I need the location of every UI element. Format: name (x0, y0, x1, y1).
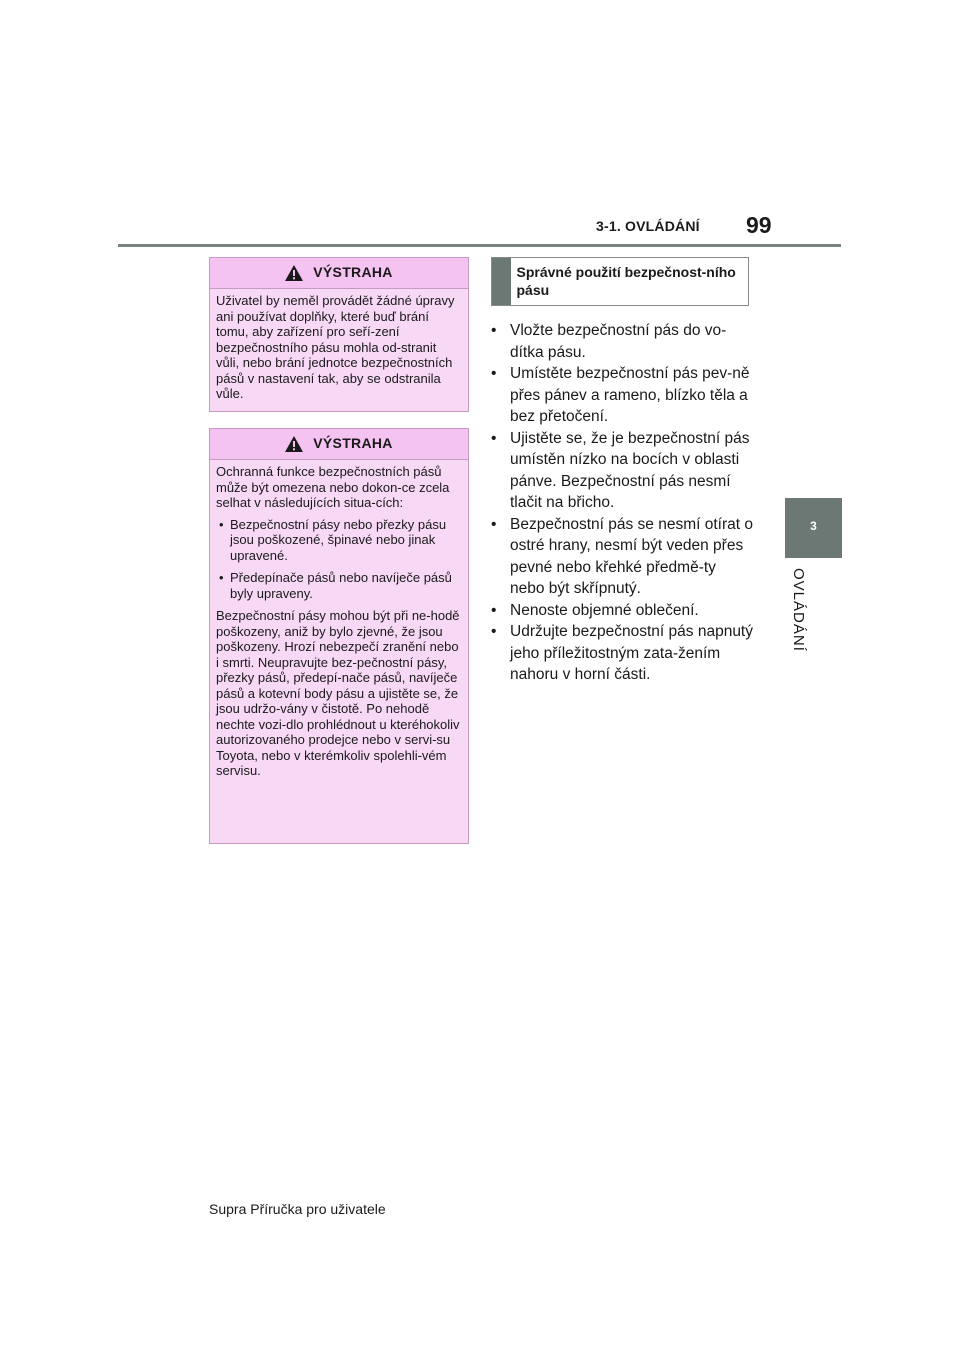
section-heading-box (491, 257, 749, 306)
list-item: • Umístěte bezpečnostní pás pev-ně přes pánev a rameno, blízko těla a bez přetočení. (491, 363, 753, 428)
warning-header (210, 429, 468, 460)
warning-box-2 (209, 428, 469, 844)
warning-title: VÝSTRAHA (313, 435, 393, 452)
warning-outro: Bezpečnostní pásy mohou být při ne-hodě poškozeny, aniž by bylo zjevné, že jsou poškozeny. Hrozí nebezpečí zranění nebo i smrti. Neupravujte bez-pečnostní pásy, přezky pásů, předepí-nače pásů, navíječe pásů a kotevní body pásu a ujistěte se, že jsou udržo-vány v čistotě. Po nehodě nechte vozi-dlo prohlédnout u kteréhokoliv autorizovaného prodejce nebo v servi-su Toyota, nebo v kterémkoliv spolehli-vém servisu. (216, 608, 460, 778)
warning-list-item: • Předepínače pásů nebo navíječe pásů byly upraveny. (216, 570, 462, 601)
warning-intro: Ochranná funkce bezpečnostních pásů může být omezena nebo dokon-ce zcela selhat v následujících situa-cích: (216, 464, 450, 510)
instruction-list (491, 320, 753, 686)
page-number: 99 (746, 212, 772, 238)
chapter-title: OVLÁDÁNÍ (790, 568, 807, 652)
section-label: 3-1. OVLÁDÁNÍ (596, 218, 700, 234)
warning-title: VÝSTRAHA (313, 264, 393, 281)
list-item: • Vložte bezpečnostní pás do vo-dítka pásu. (491, 320, 753, 363)
list-item: • Ujistěte se, že je bezpečnostní pás umístěn nízko na bocích v oblasti pánve. Bezpečnostní pás nesmí tlačit na břicho. (491, 428, 753, 514)
header-rule (118, 244, 841, 247)
warning-triangle-icon (285, 436, 303, 452)
list-item: • Nenoste objemné oblečení. (491, 600, 753, 622)
chapter-tab: 3 (785, 498, 842, 558)
footer-title: Supra Příručka pro uživatele (209, 1201, 386, 1217)
warning-triangle-icon (285, 265, 303, 281)
section-heading: Správné použití bezpečnost-ního pásu (516, 264, 736, 298)
heading-accent-bar (492, 258, 511, 305)
warning-header (210, 258, 468, 289)
list-item: • Udržujte bezpečnostní pás napnutý jeho příležitostným zata-žením nahoru v horní části. (491, 621, 753, 686)
warning-list (216, 517, 462, 602)
warning-list-item: • Bezpečnostní pásy nebo přezky pásu jsou poškozené, špinavé nebo jinak upravené. (216, 517, 462, 564)
list-item: • Bezpečnostní pás se nesmí otírat o ostré hrany, nesmí být veden přes pevné nebo křehké předmě-ty nebo být skřípnutý. (491, 514, 753, 600)
warning-text: Uživatel by neměl provádět žádné úpravy ani používat doplňky, které buď brání tomu, aby zařízení pro seří-zení bezpečnostního pásu mohla od-stranit vůli, nebo brání jednotce bezpečnostních pásů v nastavení tak, aby se odstranila vůle. (216, 293, 455, 401)
warning-box-1 (209, 257, 469, 412)
